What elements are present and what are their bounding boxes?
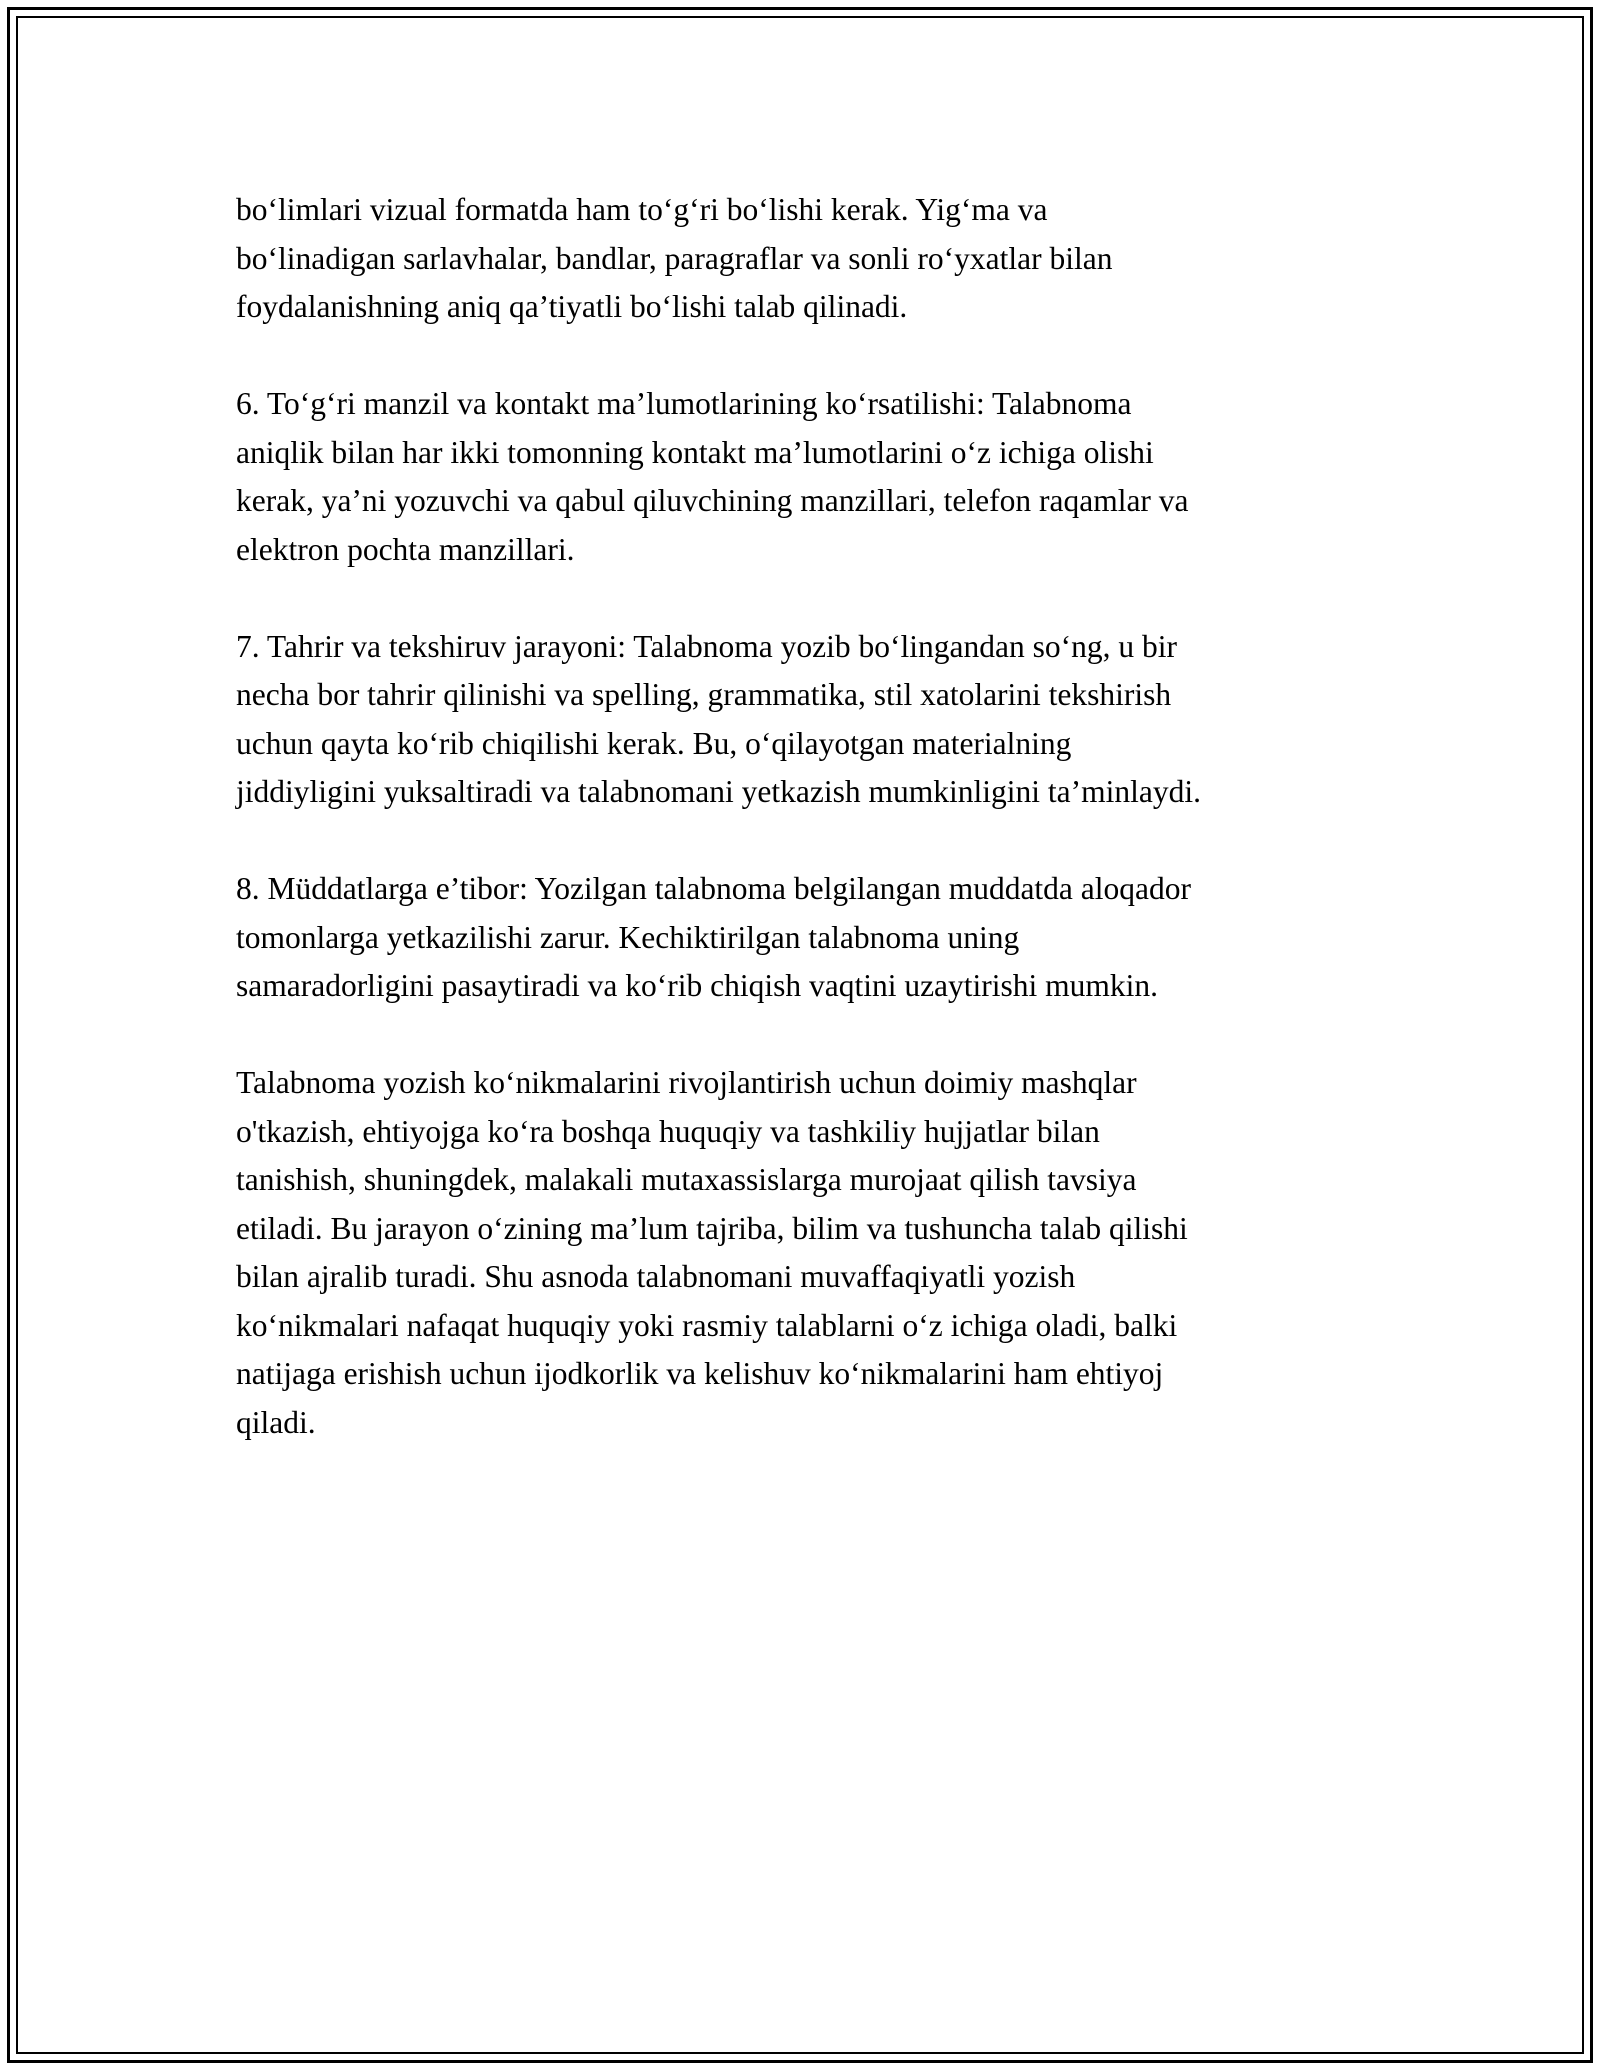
- text-line: qiladi.: [236, 1404, 316, 1440]
- paragraph-item-8: [236, 865, 1366, 1011]
- text-line: o'tkazish, ehtiyojga ko‘ra boshqa huquqiy va tashkiliy hujjatlar bilan: [236, 1113, 1100, 1149]
- paragraph-item-6: [236, 380, 1366, 574]
- text-line: bo‘limlari vizual formatda ham to‘g‘ri bo‘lishi kerak. Yig‘ma va: [236, 192, 1048, 227]
- text-line: elektron pochta manzillari.: [236, 531, 575, 567]
- text-line: tanishish, shuningdek, malakali mutaxassislarga murojaat qilish tavsiya: [236, 1162, 1137, 1197]
- text-line: 6. To‘g‘ri manzil va kontakt ma’lumotlarining ko‘rsatilishi: Talabnoma: [236, 386, 1132, 421]
- text-line: 8. Müddatlarga e’tibor: Yozilgan talabnoma belgilangan muddatda aloqador: [236, 871, 1191, 906]
- text-line: jiddiyligini yuksaltiradi va talabnomani yetkazish mumkinligini ta’minlaydi.: [236, 774, 1201, 809]
- text-line: bilan ajralib turadi. Shu asnoda talabnomani muvaffaqiyatli yozish: [236, 1259, 1076, 1294]
- text-line: natijaga erishish uchun ijodkorlik va kelishuv ko‘nikmalarini ham ehtiyoj: [236, 1356, 1164, 1391]
- text-line: etiladi. Bu jarayon o‘zining ma’lum tajriba, bilim va tushuncha talab qilishi: [236, 1210, 1188, 1246]
- paragraph-conclusion: [236, 1059, 1366, 1447]
- text-line: foydalanishning aniq qa’tiyatli bo‘lishi talab qilinadi.: [236, 289, 908, 324]
- paragraph-formatting: [236, 186, 1366, 332]
- text-line: ko‘nikmalari nafaqat huquqiy yoki rasmiy talablarni o‘z ichiga oladi, balki: [236, 1307, 1178, 1343]
- text-line: Talabnoma yozish ko‘nikmalarini rivojlantirish uchun doimiy mashqlar: [236, 1065, 1137, 1100]
- text-line: 7. Tahrir va tekshiruv jarayoni: Talabnoma yozib bo‘lingandan so‘ng, u bir: [236, 628, 1177, 664]
- text-line: kerak, ya’ni yozuvchi va qabul qiluvchining manzillari, telefon raqamlar va: [236, 483, 1189, 518]
- text-line: bo‘linadigan sarlavhalar, bandlar, paragraflar va sonli ro‘yxatlar bilan: [236, 240, 1113, 276]
- text-line: samaradorligini pasaytiradi va ko‘rib chiqish vaqtini uzaytirishi mumkin.: [236, 968, 1159, 1003]
- paragraph-item-7: [236, 623, 1366, 817]
- text-line: aniqlik bilan har ikki tomonning kontakt ma’lumotlarini o‘z ichiga olishi: [236, 434, 1154, 470]
- text-line: necha bor tahrir qilinishi va spelling, grammatika, stil xatolarini tekshirish: [236, 677, 1172, 712]
- text-line: uchun qayta ko‘rib chiqilishi kerak. Bu, o‘qilayotgan materialning: [236, 725, 1072, 761]
- document-body: [236, 186, 1366, 1496]
- text-line: tomonlarga yetkazilishi zarur. Kechiktirilgan talabnoma uning: [236, 919, 1020, 955]
